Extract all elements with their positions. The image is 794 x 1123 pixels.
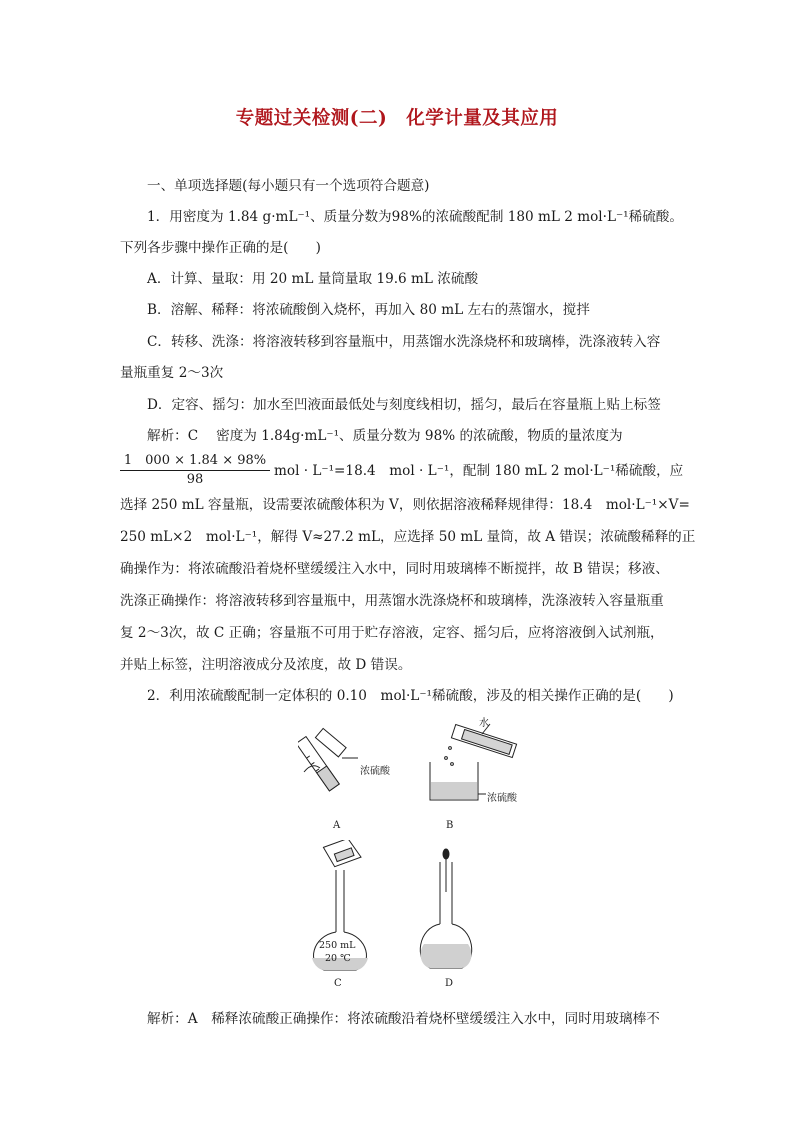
q1-option-c-line2: 量瓶重复 2～3次 [120, 365, 224, 381]
q1-answer-line7: 复 2～3次，故 C 正确；容量瓶不可用于贮存溶液，定容、摇匀后，应将溶液倒入试剂瓶， [120, 625, 664, 641]
q1-stem-line1: 1．用密度为 1.84 g·mL⁻¹、质量分数为98%的浓硫酸配制 180 mL 2 mol·L⁻¹稀硫酸。 [147, 209, 683, 225]
figure-a-tag: 浓硫酸 [360, 766, 390, 777]
q1-answer-line8: 并贴上标签，注明溶液成分及浓度，故 D 错误。 [120, 657, 412, 673]
q2-answer-line1: 解析：A 稀释浓硫酸正确操作：将浓硫酸沿着烧杯壁缓缓注入水中，同时用玻璃棒不 [147, 1011, 660, 1027]
q1-option-a: A．计算、量取：用 20 mL 量筒量取 19.6 mL 浓硫酸 [147, 271, 479, 287]
q1-answer-line2: mol · L⁻¹=18.4 mol · L⁻¹，配制 180 mL 2 mol·L⁻¹稀硫酸，应 [274, 463, 684, 479]
q1-answer-line4: 250 mL×2 mol·L⁻¹，解得 V≈27.2 mL，应选择 50 mL 量筒，故 A 错误；浓硫酸稀释的正 [120, 529, 696, 545]
figure-c-volume-mark: 250 mL [319, 940, 356, 951]
q1-option-d: D．定容、摇匀：加水至凹液面最低处与刻度线相切，摇匀，最后在容量瓶上贴上标签 [147, 397, 661, 413]
figure-a-cylinder [298, 722, 378, 798]
figure-d-flask [410, 848, 490, 972]
figure-b-label: B [446, 820, 454, 831]
page-title: 专题过关检测(二) 化学计量及其应用 [235, 108, 559, 129]
fraction-expression [120, 452, 270, 489]
q1-answer-line5: 确操作为：将浓硫酸沿着烧杯壁缓缓注入水中，同时用玻璃棒不断搅拌，故 B 错误；移液、 [120, 561, 669, 577]
q1-answer-line6: 洗涤正确操作：将溶液转移到容量瓶中，用蒸馏水洗涤烧杯和玻璃棒，洗涤液转入容量瓶重 [120, 593, 664, 609]
figure-a-label: A [333, 820, 341, 831]
q1-stem-line2: 下列各步骤中操作正确的是( ) [120, 240, 321, 256]
q2-stem: 2．利用浓硫酸配制一定体积的 0.10 mol·L⁻¹稀硫酸，涉及的相关操作正确的是( ) [147, 688, 674, 704]
section-heading: 一、单项选择题(每小题只有一个选项符合题意) [147, 178, 430, 194]
q1-option-c-line1: C．转移、洗涤：将溶液转移到容量瓶中，用蒸馏水洗涤烧杯和玻璃棒，洗涤液转入容 [147, 334, 661, 350]
q1-option-b: B．溶解、稀释：将浓硫酸倒入烧杯，再加入 80 mL 左右的蒸馏水，搅拌 [147, 302, 590, 318]
figure-d-label: D [445, 978, 454, 989]
figure-b-tag: 浓硫酸 [487, 793, 517, 804]
fraction-numerator: 1 000 × 1.84 × 98% [123, 453, 267, 468]
q1-answer-line1: 解析：C 密度为 1.84g·mL⁻¹、质量分数为 98% 的浓硫酸，物质的量浓度为 [147, 428, 623, 444]
figure-c-temperature-mark: 20 ℃ [325, 953, 351, 964]
q1-answer-line3: 选择 250 mL 容量瓶，设需要浓硫酸体积为 V，则依据溶液稀释规律得：18.4 mol·L⁻¹×V= [120, 497, 690, 513]
figure-c-label: C [334, 978, 342, 989]
figure-b-water-label: 水 [479, 718, 489, 729]
fraction-denominator: 98 [186, 472, 204, 487]
